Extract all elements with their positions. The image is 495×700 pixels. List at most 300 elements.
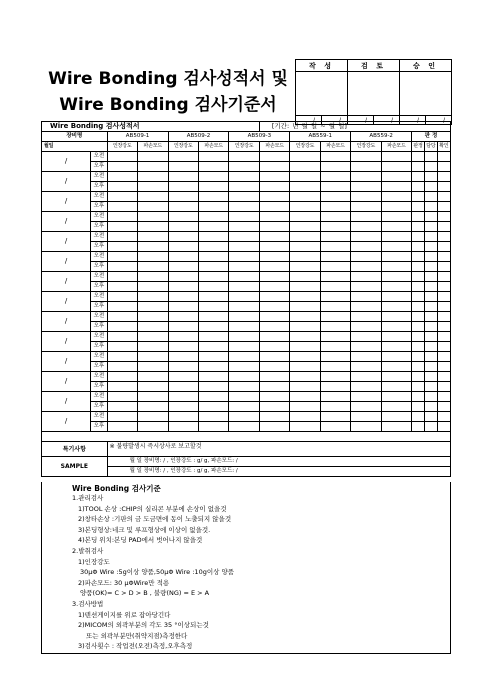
data-cell[interactable] [320,312,350,322]
data-cell[interactable] [107,342,137,352]
data-cell[interactable] [320,332,350,342]
data-cell[interactable] [412,412,425,422]
data-cell[interactable] [320,182,350,192]
data-cell[interactable] [259,292,289,302]
data-cell[interactable] [168,182,198,192]
data-cell[interactable] [437,252,450,262]
data-cell[interactable] [259,382,289,392]
data-cell[interactable] [437,202,450,212]
data-cell[interactable] [412,182,425,192]
data-cell[interactable] [168,342,198,352]
data-cell[interactable] [320,422,350,432]
data-cell[interactable] [381,342,411,352]
data-cell[interactable] [425,372,438,382]
data-cell[interactable] [229,152,259,162]
data-cell[interactable] [229,302,259,312]
data-cell[interactable] [198,322,228,332]
data-cell[interactable] [412,252,425,262]
data-cell[interactable] [229,362,259,372]
data-cell[interactable] [107,352,137,362]
data-cell[interactable] [259,302,289,312]
data-cell[interactable] [320,172,350,182]
data-cell[interactable] [168,252,198,262]
data-cell[interactable] [168,322,198,332]
data-cell[interactable] [290,322,320,332]
data-cell[interactable] [381,392,411,402]
data-cell[interactable] [107,302,137,312]
data-cell[interactable] [425,242,438,252]
data-cell[interactable] [168,402,198,412]
data-cell[interactable] [198,252,228,262]
data-cell[interactable] [138,372,168,382]
data-cell[interactable] [425,152,438,162]
data-cell[interactable] [138,262,168,272]
data-cell[interactable] [412,282,425,292]
data-cell[interactable] [138,192,168,202]
data-cell[interactable] [425,192,438,202]
date-cell[interactable]: / [42,212,91,232]
data-cell[interactable] [198,152,228,162]
data-cell[interactable] [138,402,168,412]
data-cell[interactable] [168,352,198,362]
data-cell[interactable] [259,162,289,172]
data-cell[interactable] [290,352,320,362]
data-cell[interactable] [437,262,450,272]
data-cell[interactable] [320,202,350,212]
data-cell[interactable] [425,302,438,312]
data-cell[interactable] [138,382,168,392]
data-cell[interactable] [437,332,450,342]
data-cell[interactable] [290,342,320,352]
data-cell[interactable] [425,172,438,182]
data-cell[interactable] [229,342,259,352]
data-cell[interactable] [259,252,289,262]
data-cell[interactable] [320,222,350,232]
data-cell[interactable] [381,422,411,432]
date-cell[interactable]: / [42,332,91,352]
data-cell[interactable] [229,392,259,402]
data-cell[interactable] [168,152,198,162]
data-cell[interactable] [381,232,411,242]
data-cell[interactable] [320,362,350,372]
data-cell[interactable] [351,222,381,232]
approval-sign-write[interactable] [296,72,348,116]
data-cell[interactable] [437,412,450,422]
data-cell[interactable] [412,292,425,302]
data-cell[interactable] [198,392,228,402]
data-cell[interactable] [138,322,168,332]
date-cell[interactable]: / [42,232,91,252]
data-cell[interactable] [351,362,381,372]
data-cell[interactable] [229,372,259,382]
data-cell[interactable] [425,182,438,192]
data-cell[interactable] [168,192,198,202]
data-cell[interactable] [168,332,198,342]
data-cell[interactable] [168,412,198,422]
data-cell[interactable] [259,362,289,372]
data-cell[interactable] [290,422,320,432]
data-cell[interactable] [229,332,259,342]
data-cell[interactable] [412,392,425,402]
data-cell[interactable] [381,212,411,222]
data-cell[interactable] [168,162,198,172]
data-cell[interactable] [107,212,137,222]
data-cell[interactable] [229,422,259,432]
data-cell[interactable] [259,222,289,232]
data-cell[interactable] [107,232,137,242]
data-cell[interactable] [425,282,438,292]
data-cell[interactable] [290,372,320,382]
data-cell[interactable] [229,282,259,292]
date-cell[interactable]: / [42,352,91,372]
data-cell[interactable] [107,282,137,292]
data-cell[interactable] [107,372,137,382]
data-cell[interactable] [425,402,438,412]
data-cell[interactable] [351,242,381,252]
data-cell[interactable] [138,352,168,362]
data-cell[interactable] [107,362,137,372]
data-cell[interactable] [351,212,381,222]
data-cell[interactable] [437,212,450,222]
data-cell[interactable] [351,332,381,342]
data-cell[interactable] [168,282,198,292]
data-cell[interactable] [412,192,425,202]
sample-line[interactable]: 월 일 장비명: / , 인장강도 : g/ g, 파손모드: / [107,467,450,477]
data-cell[interactable] [437,302,450,312]
data-cell[interactable] [425,412,438,422]
date-cell[interactable]: / [42,412,91,432]
data-cell[interactable] [320,242,350,252]
date-cell[interactable]: / [42,292,91,312]
data-cell[interactable] [229,412,259,422]
data-cell[interactable] [381,402,411,412]
data-cell[interactable] [290,412,320,422]
data-cell[interactable] [290,192,320,202]
data-cell[interactable] [437,172,450,182]
data-cell[interactable] [437,192,450,202]
data-cell[interactable] [259,332,289,342]
data-cell[interactable] [425,262,438,272]
data-cell[interactable] [381,332,411,342]
data-cell[interactable] [437,372,450,382]
data-cell[interactable] [425,222,438,232]
data-cell[interactable] [351,402,381,412]
data-cell[interactable] [259,412,289,422]
data-cell[interactable] [412,172,425,182]
data-cell[interactable] [412,352,425,362]
data-cell[interactable] [351,352,381,362]
data-cell[interactable] [437,272,450,282]
data-cell[interactable] [290,152,320,162]
data-cell[interactable] [168,242,198,252]
data-cell[interactable] [198,202,228,212]
data-cell[interactable] [107,252,137,262]
data-cell[interactable] [290,292,320,302]
data-cell[interactable] [138,242,168,252]
data-cell[interactable] [351,282,381,292]
data-cell[interactable] [351,252,381,262]
data-cell[interactable] [320,162,350,172]
data-cell[interactable] [320,272,350,282]
data-cell[interactable] [107,392,137,402]
date-cell[interactable]: / [42,392,91,412]
data-cell[interactable] [107,262,137,272]
data-cell[interactable] [168,302,198,312]
data-cell[interactable] [138,152,168,162]
data-cell[interactable] [412,402,425,412]
data-cell[interactable] [138,232,168,242]
data-cell[interactable] [198,402,228,412]
data-cell[interactable] [259,312,289,322]
data-cell[interactable] [168,172,198,182]
data-cell[interactable] [198,422,228,432]
data-cell[interactable] [229,292,259,302]
data-cell[interactable] [107,242,137,252]
data-cell[interactable] [320,342,350,352]
data-cell[interactable] [437,422,450,432]
data-cell[interactable] [320,252,350,262]
data-cell[interactable] [320,372,350,382]
data-cell[interactable] [259,392,289,402]
data-cell[interactable] [138,362,168,372]
data-cell[interactable] [138,422,168,432]
data-cell[interactable] [425,212,438,222]
date-cell[interactable]: / [42,312,91,332]
data-cell[interactable] [198,312,228,322]
date-cell[interactable]: / [42,172,91,192]
date-cell[interactable]: / [42,252,91,272]
data-cell[interactable] [229,322,259,332]
data-cell[interactable] [290,302,320,312]
data-cell[interactable] [290,162,320,172]
data-cell[interactable] [412,372,425,382]
data-cell[interactable] [198,212,228,222]
data-cell[interactable] [229,192,259,202]
data-cell[interactable] [138,282,168,292]
data-cell[interactable] [259,272,289,282]
data-cell[interactable] [259,232,289,242]
data-cell[interactable] [351,422,381,432]
data-cell[interactable] [320,212,350,222]
data-cell[interactable] [381,362,411,372]
data-cell[interactable] [425,332,438,342]
data-cell[interactable] [259,262,289,272]
data-cell[interactable] [437,242,450,252]
data-cell[interactable] [381,302,411,312]
data-cell[interactable] [107,322,137,332]
data-cell[interactable] [425,392,438,402]
data-cell[interactable] [229,382,259,392]
data-cell[interactable] [107,192,137,202]
data-cell[interactable] [259,282,289,292]
data-cell[interactable] [351,392,381,402]
data-cell[interactable] [138,302,168,312]
data-cell[interactable] [381,152,411,162]
data-cell[interactable] [168,232,198,242]
data-cell[interactable] [229,352,259,362]
data-cell[interactable] [437,222,450,232]
data-cell[interactable] [259,372,289,382]
data-cell[interactable] [138,412,168,422]
data-cell[interactable] [412,312,425,322]
data-cell[interactable] [107,292,137,302]
data-cell[interactable] [351,202,381,212]
data-cell[interactable] [107,402,137,412]
data-cell[interactable] [107,222,137,232]
data-cell[interactable] [290,242,320,252]
data-cell[interactable] [425,272,438,282]
data-cell[interactable] [412,232,425,242]
data-cell[interactable] [412,202,425,212]
data-cell[interactable] [437,382,450,392]
data-cell[interactable] [381,172,411,182]
data-cell[interactable] [229,232,259,242]
date-cell[interactable]: / [42,192,91,212]
data-cell[interactable] [290,212,320,222]
data-cell[interactable] [168,272,198,282]
notes-text[interactable]: ※ 불량발생시 즉시상사로 보고할것 [107,442,450,457]
data-cell[interactable] [320,192,350,202]
data-cell[interactable] [320,232,350,242]
data-cell[interactable] [381,242,411,252]
data-cell[interactable] [351,182,381,192]
data-cell[interactable] [412,262,425,272]
data-cell[interactable] [425,162,438,172]
data-cell[interactable] [412,332,425,342]
data-cell[interactable] [320,352,350,362]
data-cell[interactable] [198,282,228,292]
data-cell[interactable] [290,172,320,182]
data-cell[interactable] [437,322,450,332]
data-cell[interactable] [229,172,259,182]
data-cell[interactable] [290,362,320,372]
data-cell[interactable] [138,182,168,192]
data-cell[interactable] [168,372,198,382]
data-cell[interactable] [259,402,289,412]
data-cell[interactable] [437,292,450,302]
data-cell[interactable] [107,272,137,282]
data-cell[interactable] [351,372,381,382]
data-cell[interactable] [351,262,381,272]
data-cell[interactable] [290,222,320,232]
data-cell[interactable] [425,202,438,212]
data-cell[interactable] [412,382,425,392]
data-cell[interactable] [351,322,381,332]
data-cell[interactable] [198,332,228,342]
data-cell[interactable] [351,312,381,322]
data-cell[interactable] [320,412,350,422]
data-cell[interactable] [412,242,425,252]
data-cell[interactable] [437,402,450,412]
data-cell[interactable] [412,302,425,312]
approval-sign-approve[interactable] [400,72,452,116]
data-cell[interactable] [425,382,438,392]
data-cell[interactable] [425,362,438,372]
data-cell[interactable] [425,422,438,432]
data-cell[interactable] [290,262,320,272]
data-cell[interactable] [107,422,137,432]
data-cell[interactable] [198,182,228,192]
data-cell[interactable] [381,202,411,212]
data-cell[interactable] [198,412,228,422]
data-cell[interactable] [351,382,381,392]
data-cell[interactable] [351,162,381,172]
data-cell[interactable] [290,232,320,242]
data-cell[interactable] [412,342,425,352]
data-cell[interactable] [107,182,137,192]
data-cell[interactable] [437,282,450,292]
data-cell[interactable] [229,162,259,172]
data-cell[interactable] [229,262,259,272]
data-cell[interactable] [381,352,411,362]
data-cell[interactable] [425,292,438,302]
data-cell[interactable] [437,342,450,352]
data-cell[interactable] [168,382,198,392]
data-cell[interactable] [229,272,259,282]
data-cell[interactable] [425,312,438,322]
data-cell[interactable] [290,312,320,322]
data-cell[interactable] [437,162,450,172]
data-cell[interactable] [381,262,411,272]
data-cell[interactable] [198,272,228,282]
data-cell[interactable] [290,382,320,392]
data-cell[interactable] [351,412,381,422]
data-cell[interactable] [351,302,381,312]
data-cell[interactable] [351,192,381,202]
data-cell[interactable] [259,322,289,332]
data-cell[interactable] [351,272,381,282]
date-cell[interactable]: / [42,152,91,172]
data-cell[interactable] [198,302,228,312]
data-cell[interactable] [198,232,228,242]
data-cell[interactable] [229,212,259,222]
data-cell[interactable] [437,182,450,192]
sample-line[interactable]: 월 일 장비명: / , 인장강도 : g/ g, 파손모드: / [107,457,450,467]
data-cell[interactable] [320,292,350,302]
data-cell[interactable] [412,362,425,372]
data-cell[interactable] [381,222,411,232]
data-cell[interactable] [229,312,259,322]
data-cell[interactable] [198,162,228,172]
data-cell[interactable] [107,152,137,162]
data-cell[interactable] [412,322,425,332]
data-cell[interactable] [198,222,228,232]
data-cell[interactable] [168,422,198,432]
data-cell[interactable] [290,392,320,402]
data-cell[interactable] [107,202,137,212]
data-cell[interactable] [138,172,168,182]
data-cell[interactable] [351,292,381,302]
data-cell[interactable] [320,382,350,392]
data-cell[interactable] [290,402,320,412]
data-cell[interactable] [320,392,350,402]
date-cell[interactable]: / [42,372,91,392]
data-cell[interactable] [168,202,198,212]
data-cell[interactable] [412,422,425,432]
data-cell[interactable] [138,272,168,282]
data-cell[interactable] [425,232,438,242]
data-cell[interactable] [107,332,137,342]
data-cell[interactable] [412,222,425,232]
data-cell[interactable] [381,272,411,282]
data-cell[interactable] [320,322,350,332]
data-cell[interactable] [168,362,198,372]
data-cell[interactable] [381,372,411,382]
data-cell[interactable] [412,272,425,282]
data-cell[interactable] [107,172,137,182]
data-cell[interactable] [198,262,228,272]
data-cell[interactable] [168,312,198,322]
